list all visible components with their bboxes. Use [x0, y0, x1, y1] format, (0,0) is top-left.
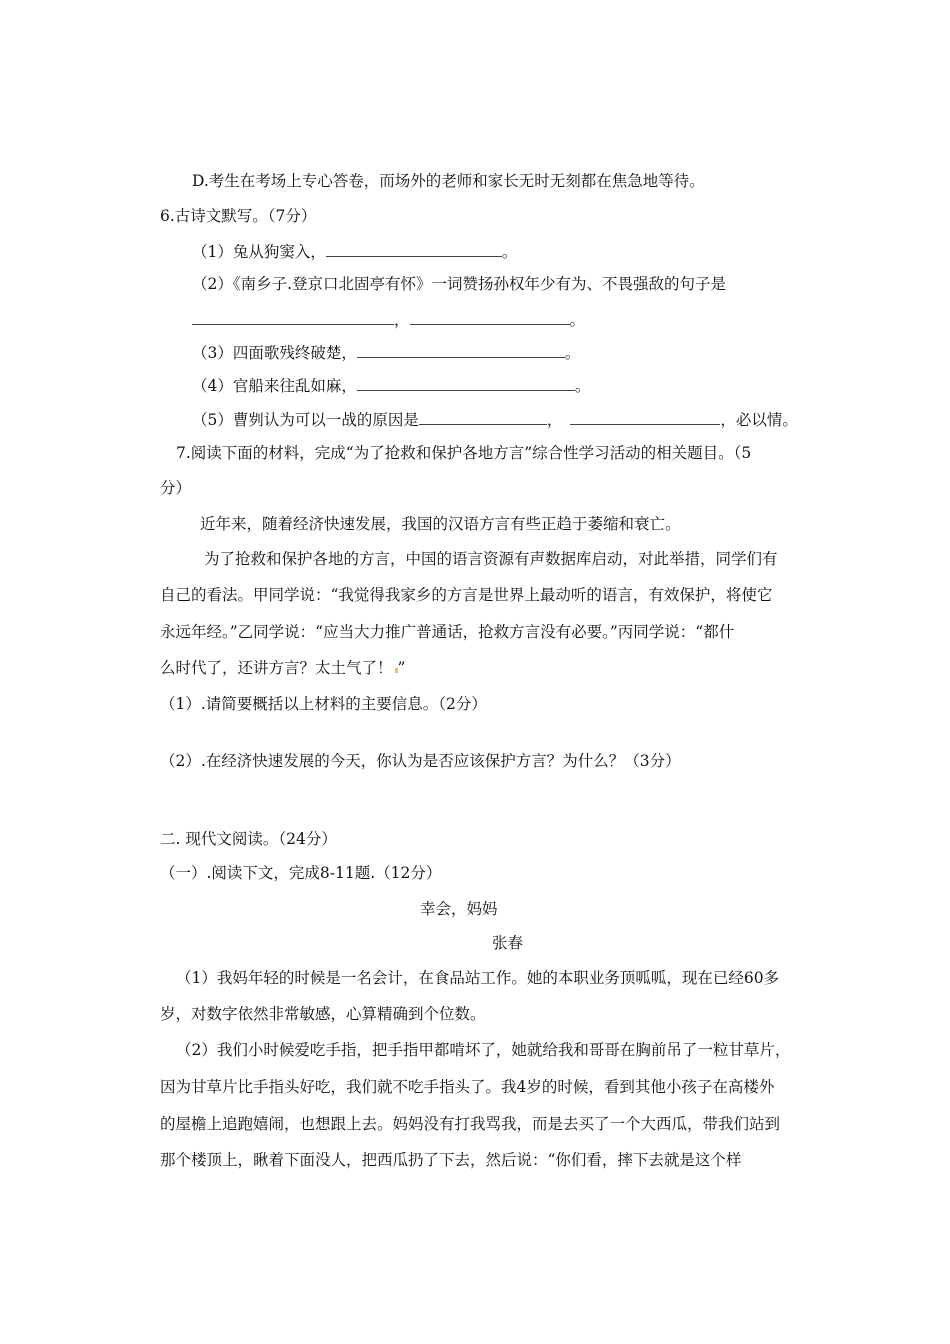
article-para1-line1: （1）我妈年轻的时候是一名会计，在食品站工作。她的本职业务顶呱呱，现在已经60多 [176, 969, 780, 987]
q6-heading: 6.古诗文默写。（7分） [160, 207, 317, 225]
q7-para1: 近年来，随着经济快速发展，我国的汉语方言有些正趋于萎缩和衰亡。 [200, 515, 681, 533]
q7-heading-line1: 7.阅读下面的材料，完成“为了抢救和保护各地方言”综合性学习活动的相关题目。（5 [176, 444, 752, 462]
article-title: 幸会，妈妈 [420, 900, 498, 918]
article-para1-line2: 岁，对数字依然非常敏感，心算精确到个位数。 [160, 1005, 486, 1023]
q6-item-2-comma: ， [394, 311, 410, 329]
section2-heading: 二. 现代文阅读。（24分） [160, 830, 337, 848]
q6-item-5-comma: ， [546, 411, 563, 429]
article-para2-line1: （2）我们小时候爱吃手指，把手指甲都啃坏了，她就给我和哥哥在胸前吊了一粒甘草片， [176, 1041, 791, 1059]
q6-item-1 [192, 241, 517, 262]
q7-para2-line1: 为了抢救和保护各地的方言，中国的语言资源有声数据库启动，对此举措，同学们有 [204, 550, 778, 568]
q6-item-5-text: （5）曹刿认为可以一战的原因是 [192, 411, 419, 429]
q6-item-3-text: （3）四面歌残终破楚， [192, 344, 357, 362]
q6-item-1-blank[interactable] [326, 241, 502, 257]
article-para2-line2: 因为甘草片比手指头好吃，我们就不吃手指头了。我4岁的时候，看到其他小孩子在高楼外 [160, 1078, 775, 1096]
q6-item-5-end: ，必以情。 [720, 411, 798, 429]
q7-para2-quote-end: ” [397, 659, 406, 677]
q7-sub2: （2）.在经济快速发展的今天，你认为是否应该保护方言？为什么？（3分） [160, 752, 681, 770]
q6-item-4-text: （4）官船来往乱如麻， [192, 377, 357, 395]
q6-item-2-end: 。 [569, 311, 586, 329]
q6-item-5-blank-b[interactable] [570, 409, 720, 425]
q6-item-4-end: 。 [574, 377, 591, 395]
q7-sub1: （1）.请简要概括以上材料的主要信息。（2分） [160, 695, 487, 713]
q7-para2-line3: 永远年经。”乙同学说：“应当大力推广普通话，抢救方言没有必要。”丙同学说：“都什 [160, 623, 735, 641]
q6-item-4-blank[interactable] [357, 375, 575, 391]
q6-item-4 [192, 375, 590, 396]
q6-item-2: （2）《南乡子.登京口北固亭有怀》一词赞扬孙权年少有为、不畏强敌的句子是 [192, 275, 727, 293]
q6-item-1-end: 。 [501, 243, 518, 261]
q6-item-3 [192, 342, 580, 363]
q7-para2-line2: 自己的看法。甲同学说：“我觉得我家乡的方言是世界上最动听的语言，有效保护，将使它 [160, 586, 773, 604]
q6-item-1-text: （1）兔从狗窦入， [192, 243, 326, 261]
q6-item-2-blank-b[interactable] [410, 309, 570, 325]
q7-para2-line4-text: 么时代了，还讲方言？太土气了！ [160, 659, 393, 677]
q7-para2-line4 [160, 658, 405, 678]
q6-item-2-blank-a[interactable] [192, 309, 394, 325]
q6-item-3-end: 。 [564, 344, 581, 362]
article-author: 张春 [492, 934, 524, 952]
q6-item-3-blank[interactable] [357, 342, 565, 358]
q6-item-5 [192, 409, 798, 430]
q6-item-5-blank-a[interactable] [419, 409, 547, 425]
q5-option-d: D.考生在考场上专心答卷，而场外的老师和家长无时无刻都在焦急地等待。 [192, 172, 705, 190]
q7-heading-line2: 分） [160, 479, 192, 497]
section2-part1: （一）.阅读下文，完成8-11题.（12分） [160, 864, 442, 882]
article-para2-line3: 的屋檐上追跑嬉闹，也想跟上去。妈妈没有打我骂我，而是去买了一个大西瓜，带我们站到 [160, 1115, 781, 1133]
q6-item-2-answer-line [192, 309, 585, 330]
article-para2-line4: 那个楼顶上，瞅着下面没人，把西瓜扔了下去，然后说：“你们看，摔下去就是这个样 [160, 1151, 742, 1169]
